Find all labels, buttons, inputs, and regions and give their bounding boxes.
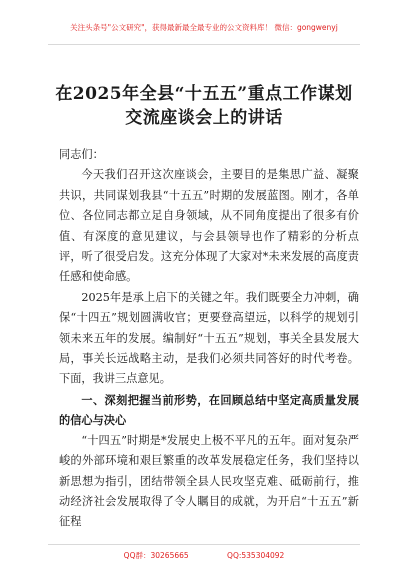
- paragraph-2: 2025年是承上启下的关键之年。我们既要全力冲刺，确保“十四五”规划圆满收官；更要登高望远，以科学的规划引领未来五年的发展。编制好“十五五”规划，事关全县发展大局，事关长远战略主动，是我们必须共同答好的时代考卷。下面，我讲三点意见。: [59, 290, 359, 386]
- footer-divider: [48, 544, 360, 545]
- footer-qq: QQ:535304092: [227, 551, 285, 560]
- page-footer: [0, 550, 408, 561]
- paragraph-1: 今天我们召开这次座谈会，主要目的是集思广益、凝聚共识，共同谋划我县“十五五”时期的发展蓝图。刚才，各单位、各位同志都立足自身领域，从不同角度提出了很多有价值、有深度的意见建议，与会县领导也作了精彩的分析点评，听了很受启发。这充分体现了大家对*未来发展的高度责任感和使命感。: [59, 168, 359, 284]
- document-title-line1: 在2025年全县“十五五”重点工作谋划: [55, 84, 353, 104]
- salutation: 同志们：: [59, 148, 104, 161]
- paragraph-3: “十四五”时期是*发展史上极不平凡的五年。面对复杂严峻的外部环境和艰巨繁重的改革发展稳定任务，我们坚持以新思想为指引，团结带领全县人民攻坚克难、砥砺前行，推动经济社会发展取得了令人瞩目的成就，为开启“十五五”新征程: [59, 433, 359, 529]
- footer-qq-group: QQ群：30265665: [123, 551, 189, 560]
- document-body: [59, 145, 359, 533]
- header-divider: [48, 44, 360, 45]
- page-header-banner: 关注头条号"公文研究"，获得最新最全最专业的公文资料库！ 微信：gongwenyj: [70, 23, 338, 32]
- document-title-line2: 交流座谈会上的讲话: [125, 108, 283, 128]
- section-heading-1: 一、深刻把握当前形势，在回顾总结中坚定高质量发展的信心与决心: [59, 392, 359, 428]
